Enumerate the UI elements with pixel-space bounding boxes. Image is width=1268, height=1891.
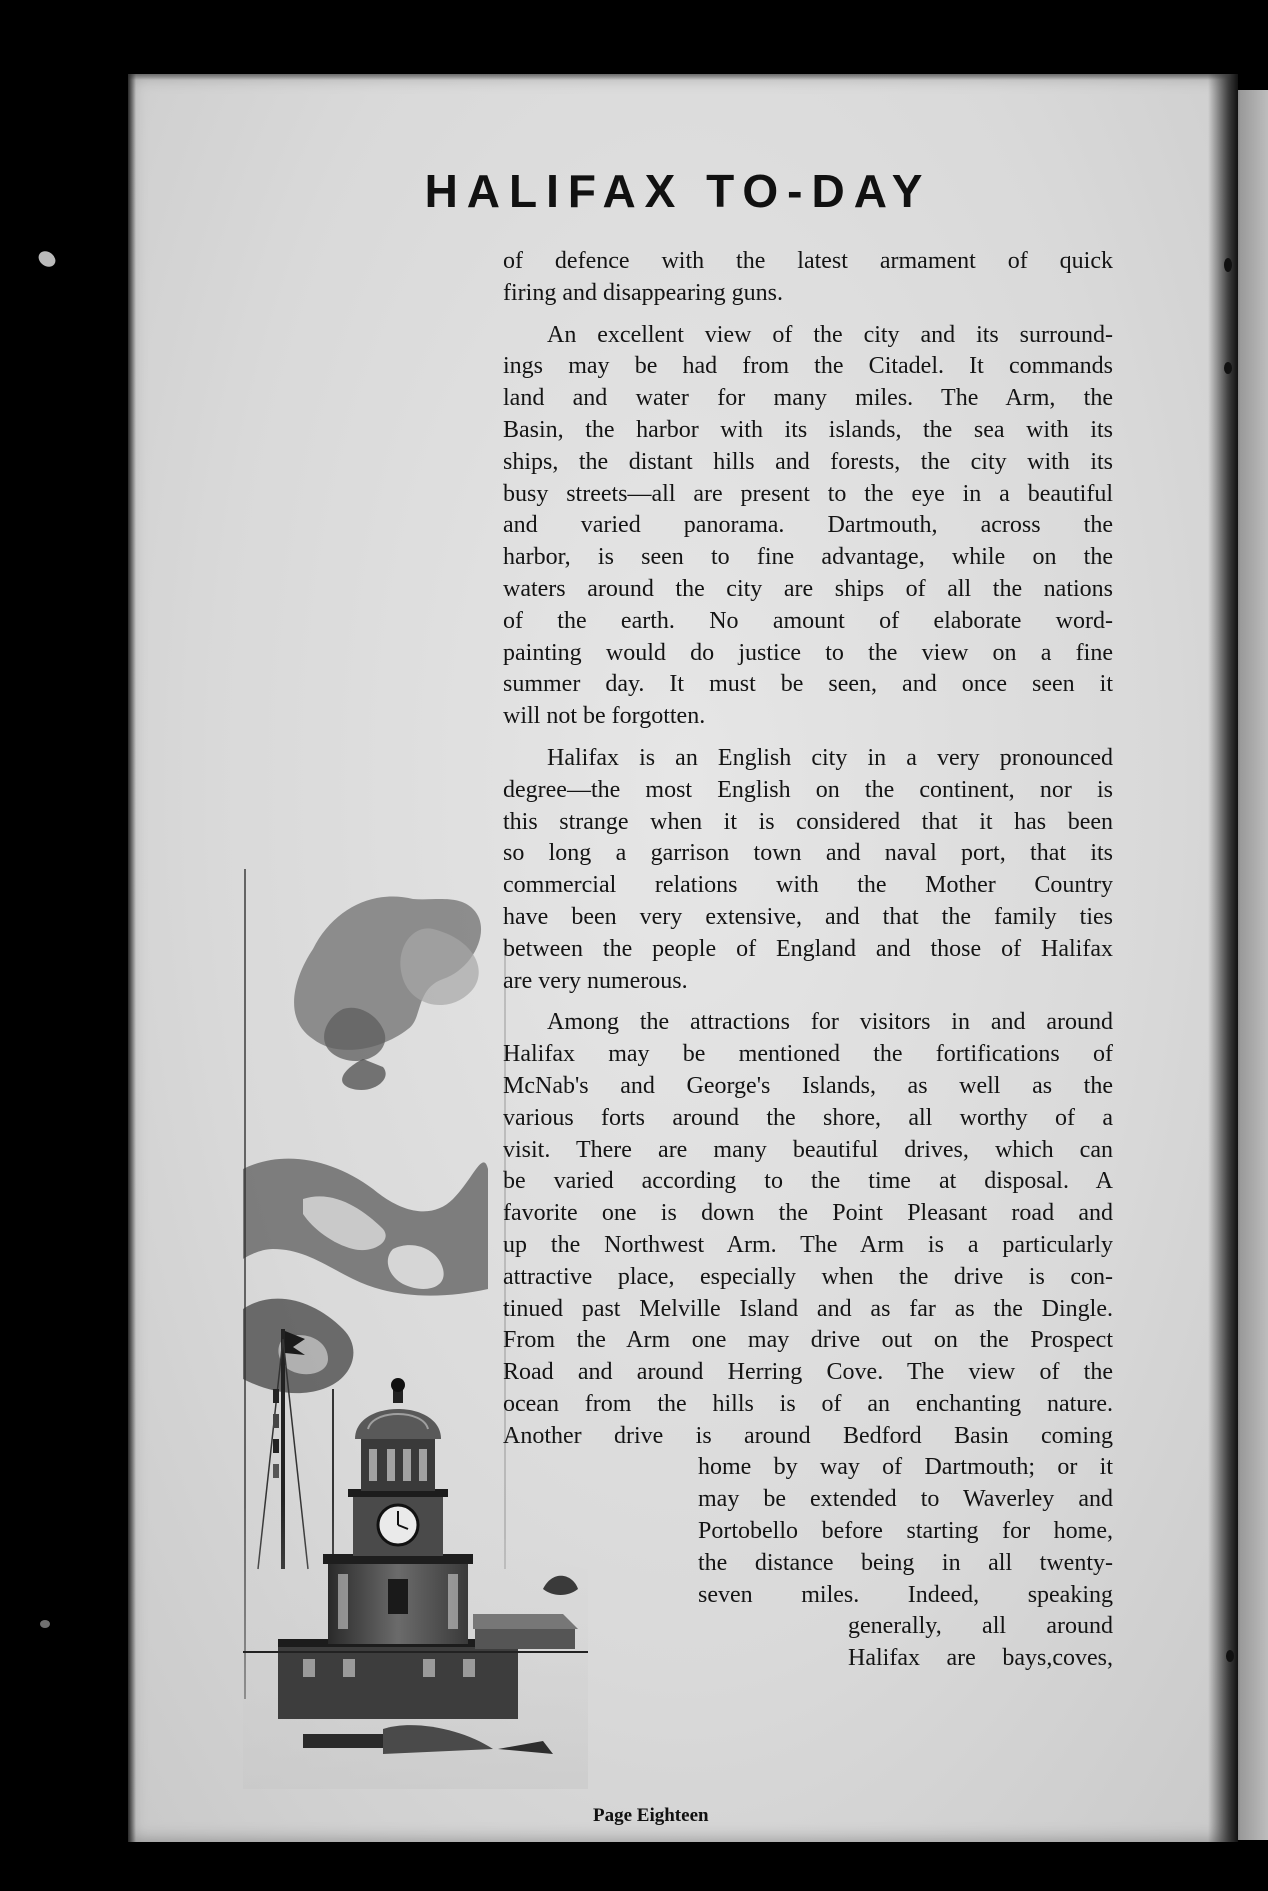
page-number: Page Eighteen <box>593 1805 709 1826</box>
text-line: commercial relations with the Mother Country <box>503 872 1113 899</box>
text-line: various forts around the shore, all worthy of a <box>503 1104 1113 1131</box>
text-line: home by way of Dartmouth; or it <box>698 1454 1113 1481</box>
scan-artifact <box>40 1620 50 1628</box>
text-line: this strange when it is considered that it has been <box>503 808 1113 835</box>
text-line: An excellent view of the city and its surround- <box>547 321 1113 348</box>
text-line: attractive place, especially when the drive is con- <box>503 1263 1113 1290</box>
text-line: ings may be had from the Citadel. It commands <box>503 353 1113 380</box>
text-line: waters around the city are ships of all the nations <box>503 575 1113 602</box>
page-sheet <box>128 74 1238 1842</box>
paragraph-2 <box>503 320 1113 733</box>
text-line: McNab's and George's Islands, as well as the <box>503 1072 1113 1099</box>
scan-artifact <box>1224 362 1232 374</box>
text-line: ocean from the hills is of an enchanting nature. <box>503 1390 1113 1417</box>
text-line: Portobello before starting for home, <box>698 1518 1113 1545</box>
text-line: painting would do justice to the view on a fine <box>503 639 1113 666</box>
cloud-shapes <box>243 896 488 1393</box>
text-line: seven miles. Indeed, speaking <box>698 1581 1113 1608</box>
text-line: Among the attractions for visitors in and around <box>547 1009 1113 1036</box>
paragraph-4 <box>503 1007 1113 1675</box>
text-line: firing and disappearing guns. <box>503 279 783 306</box>
text-line: Another drive is around Bedford Basin coming <box>503 1422 1113 1449</box>
text-line: land and water for many miles. The Arm, the <box>503 385 1113 412</box>
paragraph-3 <box>503 743 1113 997</box>
text-line: tinued past Melville Island and as far as the Dingle. <box>503 1295 1113 1322</box>
page-title: HALIFAX TO-DAY <box>424 165 932 217</box>
text-line: the distance being in all twenty- <box>698 1549 1113 1576</box>
scan-artifact <box>1226 1650 1234 1662</box>
text-line: favorite one is down the Point Pleasant road and <box>503 1200 1113 1227</box>
article-body <box>503 246 1243 1675</box>
text-line: harbor, is seen to fine advantage, while on the <box>503 544 1113 571</box>
text-line: summer day. It must be seen, and once seen it <box>503 671 1113 698</box>
text-line: visit. There are many beautiful drives, which can <box>503 1136 1113 1163</box>
text-line: Halifax is an English city in a very pronounced <box>547 744 1113 771</box>
text-line: Basin, the harbor with its islands, the sea with its <box>503 416 1113 443</box>
text-line: of defence with the latest armament of quick <box>503 248 1113 274</box>
text-line: are very numerous. <box>503 967 688 994</box>
text-line: From the Arm one may drive out on the Prospect <box>503 1327 1113 1354</box>
text-line: may be extended to Waverley and <box>698 1486 1113 1513</box>
text-line: between the people of England and those of Halifax <box>503 935 1113 962</box>
text-line: up the Northwest Arm. The Arm is a particularly <box>503 1231 1113 1258</box>
scan-artifact <box>36 248 59 270</box>
page-top-edge <box>128 74 1238 80</box>
text-line: generally, all around <box>848 1613 1113 1640</box>
text-line: Road and around Herring Cove. The view of the <box>503 1359 1113 1386</box>
text-line: have been very extensive, and that the family ties <box>503 903 1113 930</box>
text-line: Halifax may be mentioned the fortifications of <box>503 1041 1113 1068</box>
text-line: of the earth. No amount of elaborate word- <box>503 607 1113 634</box>
paragraph-1 <box>503 246 1113 310</box>
scan-artifact <box>1224 258 1232 272</box>
text-line: Halifax are bays,coves, <box>848 1645 1113 1672</box>
text-line: and varied panorama. Dartmouth, across the <box>503 512 1113 539</box>
text-line: ships, the distant hills and forests, the city with its <box>503 448 1113 475</box>
text-line: be varied according to the time at disposal. A <box>503 1168 1113 1195</box>
text-line: busy streets—all are present to the eye in a beautiful <box>503 480 1113 507</box>
text-line: will not be forgotten. <box>503 703 706 730</box>
wrap-around-block-a <box>698 1452 1113 1611</box>
text-line: degree—the most English on the continent, nor is <box>503 776 1113 803</box>
text-line: so long a garrison town and naval port, that its <box>503 840 1113 867</box>
page-left-edge <box>128 74 136 1842</box>
wrap-around-block-b <box>848 1611 1113 1675</box>
